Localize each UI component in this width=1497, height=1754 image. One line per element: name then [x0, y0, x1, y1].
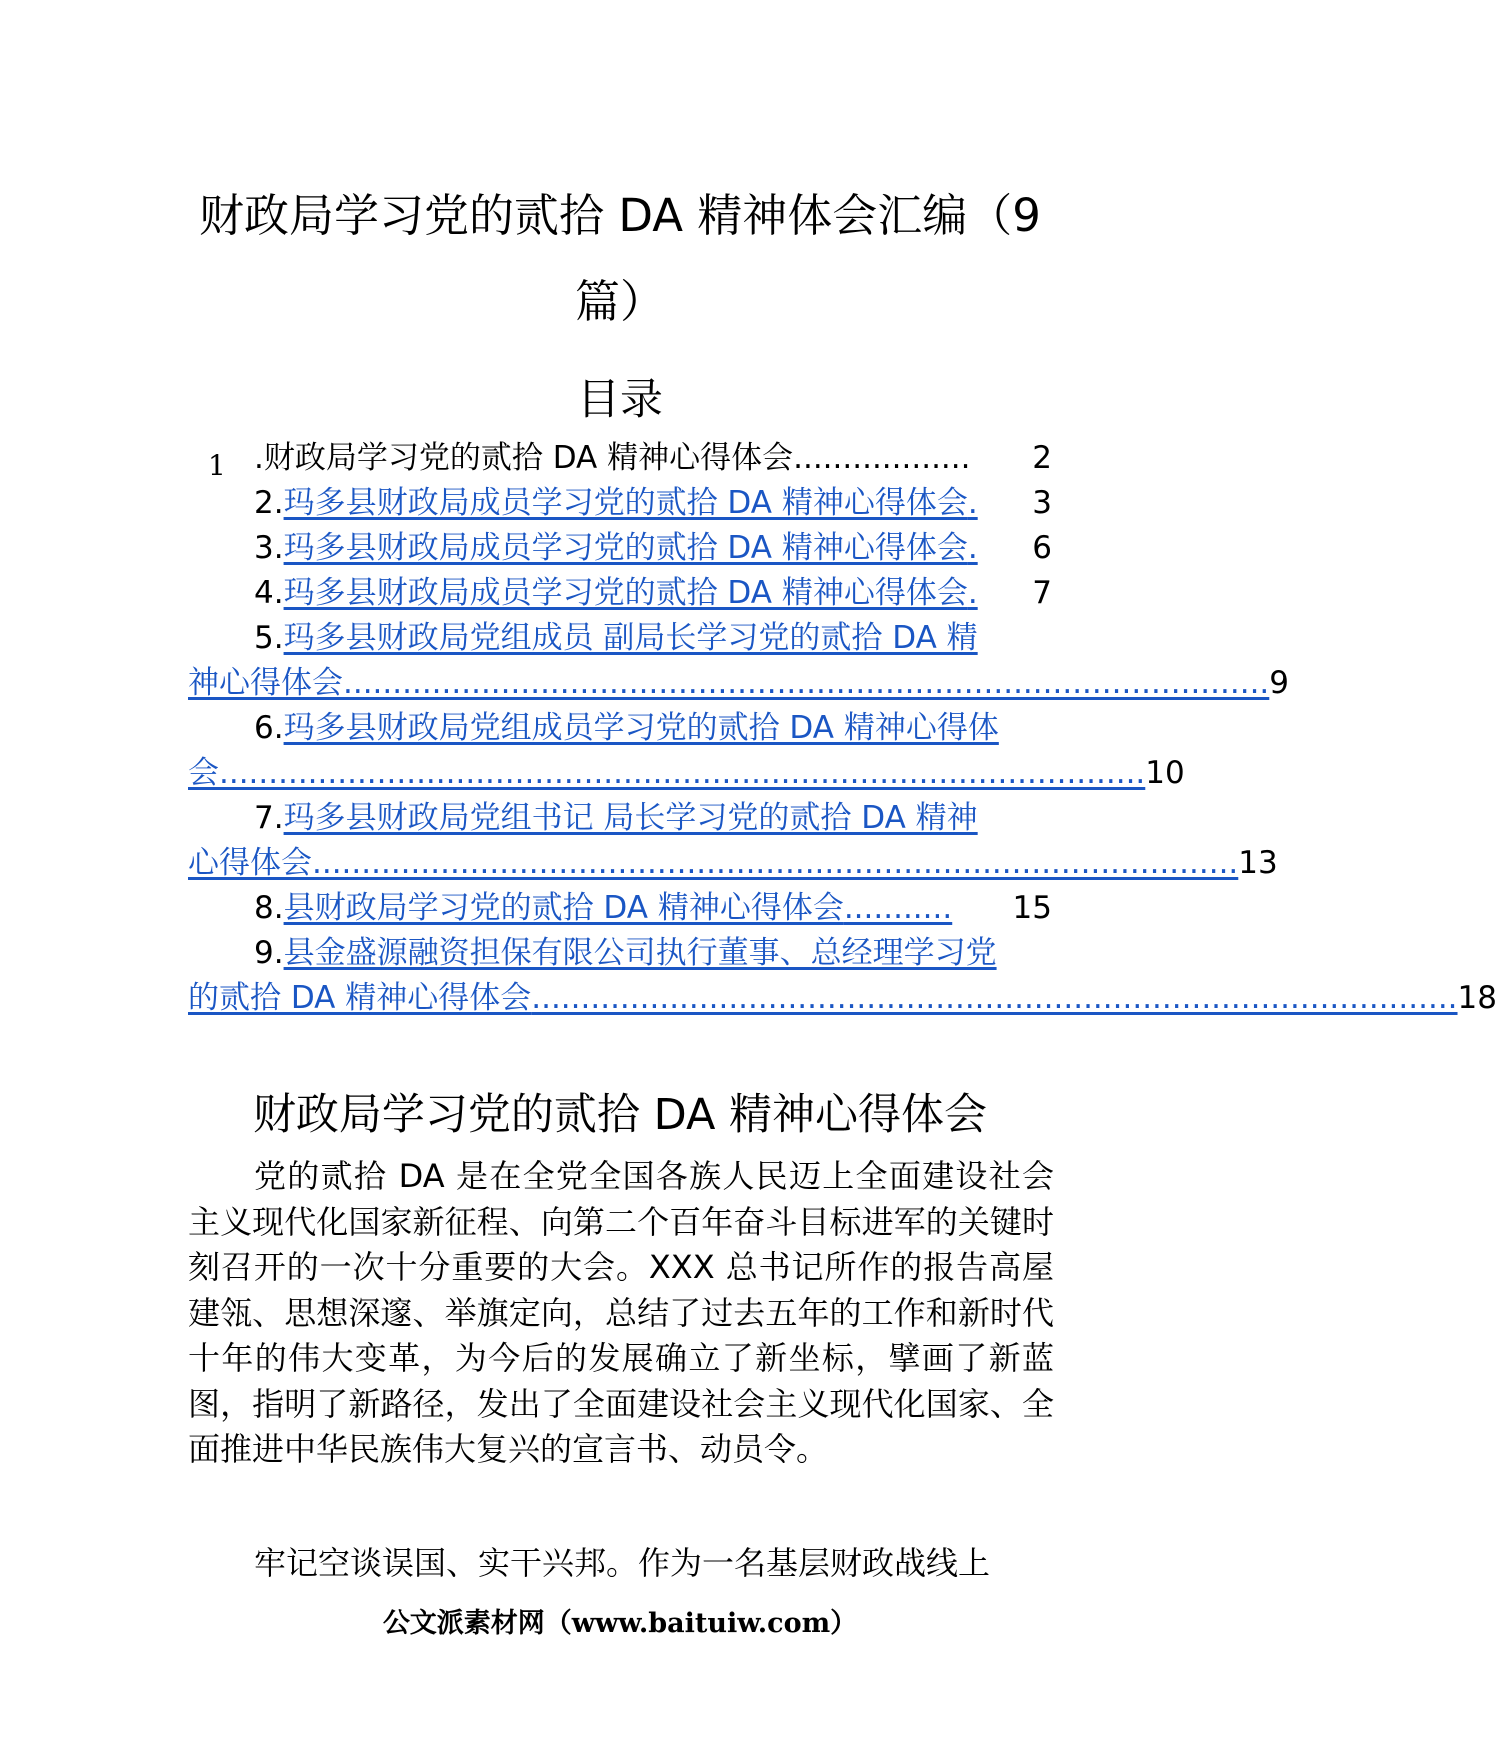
toc-entry-link[interactable]: 县财政局学习党的贰拾 DA 精神心得体会 — [283, 890, 844, 926]
toc-entry-number: 4. — [254, 575, 284, 611]
toc-entry-link[interactable]: 玛多县财政局成员学习党的贰拾 DA 精神心得体会 — [283, 575, 968, 611]
toc-leader-dots[interactable]: .............................................................................................. — [219, 755, 1146, 791]
toc-entry-link[interactable]: 玛多县财政局党组书记 局长学习党的贰拾 DA 精神 — [283, 800, 978, 836]
toc-page-number: 3 — [1032, 485, 1052, 521]
toc-entry-number: 6. — [254, 710, 284, 746]
toc-leader-dots[interactable]: .............................................................................................. — [531, 980, 1458, 1016]
toc-page-number: 15 — [1012, 890, 1052, 926]
toc-entry-number: 2. — [254, 485, 284, 521]
doc-title-line1: 财政局学习党的贰拾 DA 精神体会汇编（9 — [199, 189, 1041, 242]
toc-page-number: 2 — [1032, 440, 1052, 476]
toc-entry-1 — [188, 436, 1052, 481]
toc-entry-link[interactable]: 玛多县财政局党组成员 副局长学习党的贰拾 DA 精 — [283, 620, 978, 656]
doc-title-line2: 篇） — [574, 275, 665, 328]
toc-entry-link-continued[interactable]: 的贰拾 DA 精神心得体会 — [188, 980, 532, 1016]
toc-entry-text: 财政局学习党的贰拾 DA 精神心得体会 — [263, 440, 794, 476]
toc-entry-6[interactable] — [188, 706, 1185, 796]
toc-page-number: 18 — [1457, 980, 1497, 1016]
toc-entry-number: 9. — [254, 935, 284, 971]
toc-entry-9[interactable] — [188, 931, 1497, 1021]
toc-leader-dots: .................. — [793, 440, 971, 476]
toc-page-number: 7 — [1032, 575, 1052, 611]
toc-entry-link-continued[interactable]: 心得体会 — [188, 845, 312, 881]
toc-entry-number: . — [254, 440, 264, 476]
toc-entry-link-continued[interactable]: 神心得体会 — [188, 665, 343, 701]
article-title: 财政局学习党的贰拾 DA 精神心得体会 — [252, 1090, 988, 1140]
toc-leader-dots[interactable]: ........... — [843, 890, 953, 926]
toc-entry-3[interactable] — [188, 526, 1052, 571]
toc-leader-dots[interactable]: . — [967, 530, 978, 566]
toc-page-number: 13 — [1238, 845, 1278, 881]
toc-entry-number: 5. — [254, 620, 284, 656]
page-footer: 公文派素材网（www.baituiw.com） — [382, 1608, 858, 1639]
toc-entry-link-continued[interactable]: 会 — [188, 755, 219, 791]
toc-entry-5[interactable] — [188, 616, 1290, 706]
toc-entry-number: 7. — [254, 800, 284, 836]
toc-leader-dots[interactable]: . — [967, 575, 978, 611]
toc-page-number: 6 — [1032, 530, 1052, 566]
toc-entry-link[interactable]: 玛多县财政局成员学习党的贰拾 DA 精神心得体会 — [283, 530, 968, 566]
toc-leader-dots[interactable]: . — [967, 485, 978, 521]
page-mark: 1 — [208, 449, 226, 482]
body-paragraph-1: 党的贰拾 DA 是在全党全国各族人民迈上全面建设社会主义现代化国家新征程、向第二个百年奋斗目标进军的关键时刻召开的一次十分重要的大会。XXX 总书记所作的报告高屋建瓴、思想深邃、举旗定向，总结了过去五年的工作和新时代十年的伟大变革，为今后的发展确立了新坐标，擘画了新蓝图，指明了新路径，发出了全面建设社会主义现代化国家、全面推进中华民族伟大复兴的宣言书、动员令。 — [188, 1157, 1054, 1468]
toc-leader-dots[interactable]: .............................................................................................. — [312, 845, 1239, 881]
toc-entry-link[interactable]: 玛多县财政局成员学习党的贰拾 DA 精神心得体会 — [283, 485, 968, 521]
toc-entry-2[interactable] — [188, 481, 1052, 526]
body-paragraph-2: 牢记空谈误国、实干兴邦。作为一名基层财政战线上 — [254, 1544, 991, 1582]
toc-entry-link[interactable]: 县金盛源融资担保有限公司执行董事、总经理学习党 — [283, 935, 997, 971]
toc-entry-7[interactable] — [188, 796, 1278, 886]
toc-entry-link[interactable]: 玛多县财政局党组成员学习党的贰拾 DA 精神心得体 — [283, 710, 999, 746]
toc-leader-dots[interactable]: .............................................................................................. — [343, 665, 1270, 701]
toc-entry-number: 8. — [254, 890, 284, 926]
toc-page-number: 10 — [1145, 755, 1185, 791]
toc-entry-8[interactable] — [188, 886, 1052, 931]
toc-heading: 目录 — [577, 375, 663, 425]
toc-entry-number: 3. — [254, 530, 284, 566]
toc-page-number: 9 — [1269, 665, 1290, 701]
toc-entry-4[interactable] — [188, 571, 1052, 616]
